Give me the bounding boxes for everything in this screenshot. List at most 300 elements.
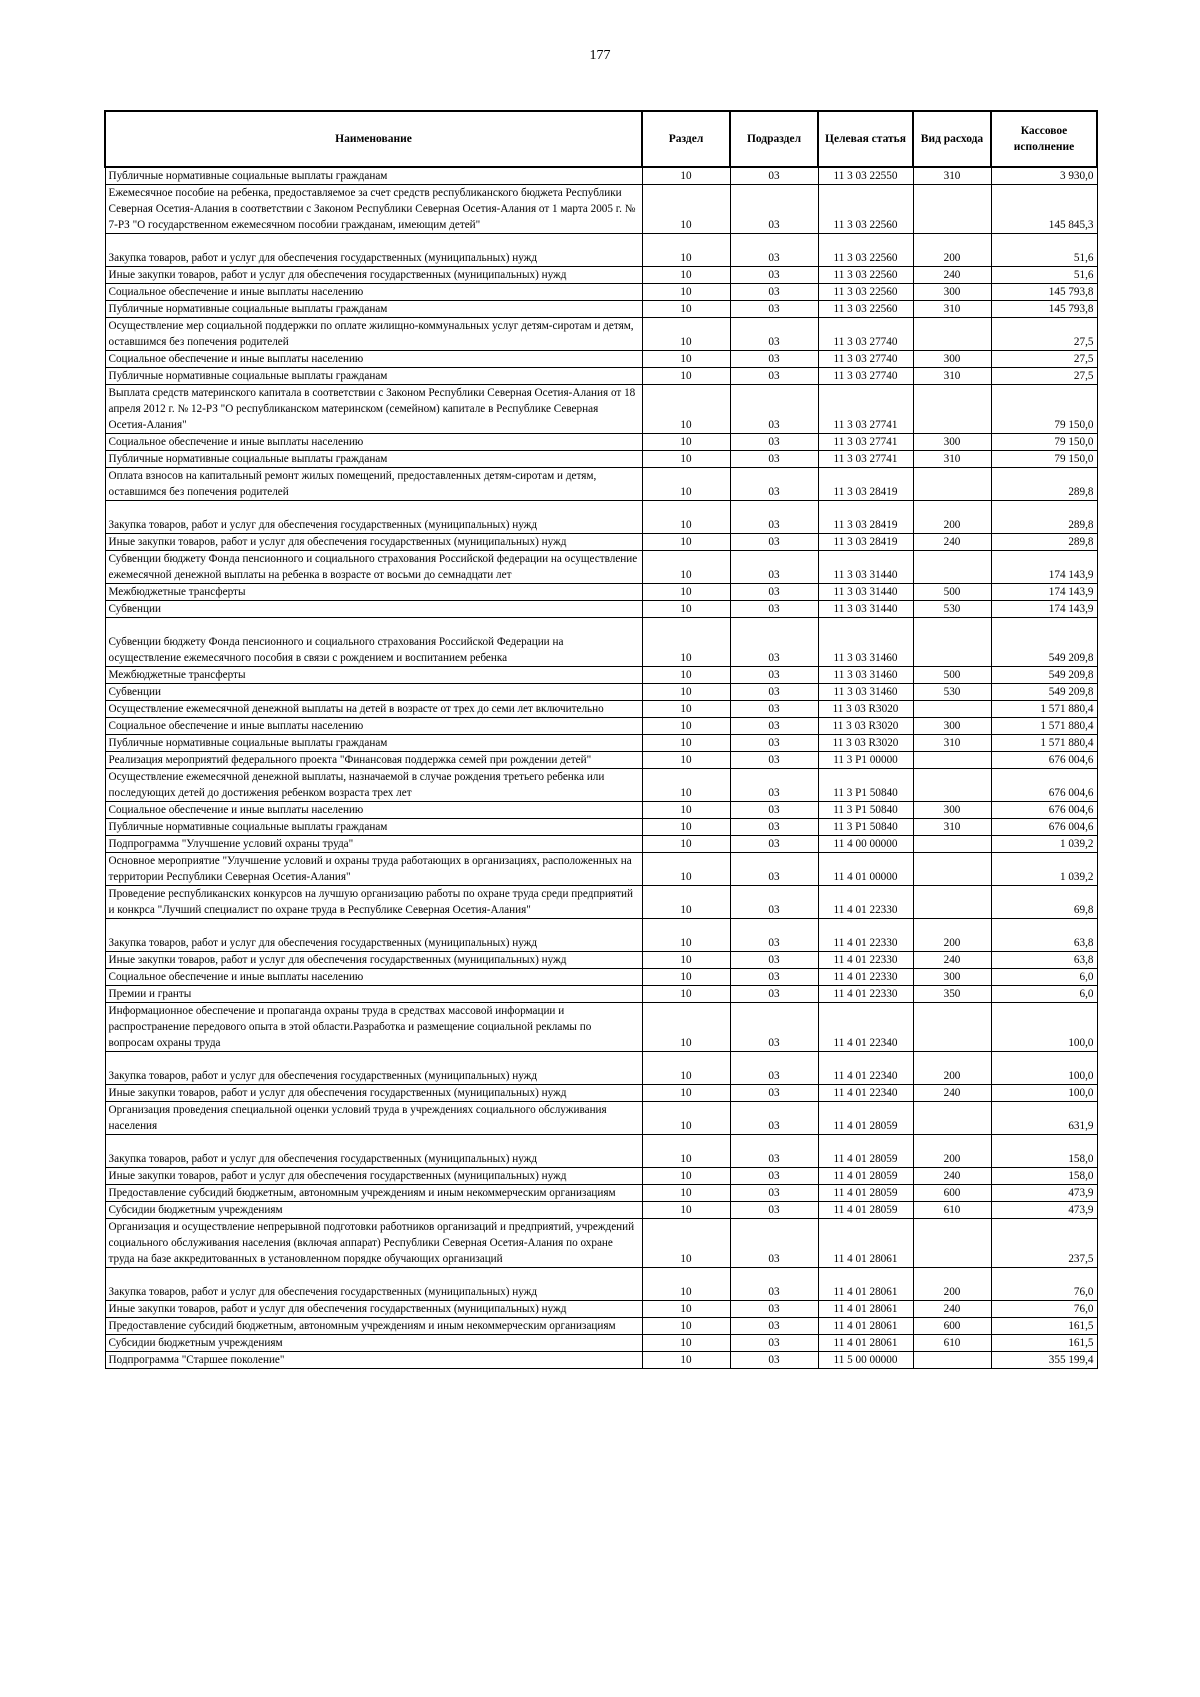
cell-target: 11 3 03 28419: [818, 534, 913, 551]
cell-type: 350: [913, 986, 991, 1003]
header-type: Вид расхода: [913, 111, 991, 167]
cell-subsection: 03: [730, 501, 818, 534]
cell-section: 10: [642, 267, 730, 284]
cell-amount: 63,8: [991, 919, 1097, 952]
cell-type: 240: [913, 534, 991, 551]
cell-type: 300: [913, 434, 991, 451]
cell-subsection: 03: [730, 1335, 818, 1352]
cell-name: Публичные нормативные социальные выплаты гражданам: [105, 167, 642, 185]
cell-type: [913, 385, 991, 434]
cell-target: 11 4 01 28059: [818, 1168, 913, 1185]
cell-amount: 161,5: [991, 1335, 1097, 1352]
cell-amount: 1 571 880,4: [991, 701, 1097, 718]
cell-subsection: 03: [730, 718, 818, 735]
cell-section: 10: [642, 318, 730, 351]
table-row: [105, 836, 1097, 853]
cell-type: 300: [913, 718, 991, 735]
cell-section: 10: [642, 301, 730, 318]
budget-table: [104, 110, 1098, 1369]
cell-name: Основное мероприятие "Улучшение условий и охраны труда работающих в организациях, расположенных на территории Республики Северная Осетия-Алания": [105, 853, 642, 886]
cell-amount: 289,8: [991, 501, 1097, 534]
cell-subsection: 03: [730, 318, 818, 351]
table-row: [105, 952, 1097, 969]
cell-subsection: 03: [730, 919, 818, 952]
cell-subsection: 03: [730, 752, 818, 769]
page-number: 177: [589, 48, 611, 63]
cell-target: 11 3 03 22560: [818, 234, 913, 267]
cell-name: Закупка товаров, работ и услуг для обеспечения государственных (муниципальных) нужд: [105, 1052, 642, 1085]
table-row: [105, 986, 1097, 1003]
cell-section: 10: [642, 1102, 730, 1135]
cell-type: 530: [913, 601, 991, 618]
cell-amount: 76,0: [991, 1268, 1097, 1301]
cell-amount: 27,5: [991, 318, 1097, 351]
cell-type: [913, 769, 991, 802]
cell-name: Публичные нормативные социальные выплаты гражданам: [105, 451, 642, 468]
cell-subsection: 03: [730, 1102, 818, 1135]
table-row: [105, 1335, 1097, 1352]
cell-target: 11 3 03 22550: [818, 167, 913, 185]
cell-amount: 145 845,3: [991, 185, 1097, 234]
cell-section: 10: [642, 284, 730, 301]
cell-section: 10: [642, 185, 730, 234]
cell-target: 11 3 03 27740: [818, 368, 913, 385]
cell-type: [913, 1003, 991, 1052]
cell-name: Предоставление субсидий бюджетным, автономным учреждениям и иным некоммерческим организациям: [105, 1185, 642, 1202]
cell-name: Осуществление ежемесячной денежной выплаты, назначаемой в случае рождения третьего ребенка или последующих детей до достижения ребенком возраста трех лет: [105, 769, 642, 802]
cell-type: 610: [913, 1202, 991, 1219]
cell-subsection: 03: [730, 234, 818, 267]
cell-subsection: 03: [730, 584, 818, 601]
table-row: [105, 1185, 1097, 1202]
cell-name: Социальное обеспечение и иные выплаты населению: [105, 434, 642, 451]
cell-section: 10: [642, 1052, 730, 1085]
cell-name: Публичные нормативные социальные выплаты гражданам: [105, 301, 642, 318]
cell-name: Социальное обеспечение и иные выплаты населению: [105, 802, 642, 819]
table-row: [105, 1301, 1097, 1318]
cell-type: 240: [913, 952, 991, 969]
table-row: [105, 451, 1097, 468]
cell-section: 10: [642, 919, 730, 952]
cell-target: 11 3 03 31460: [818, 684, 913, 701]
header-subsection: Подраздел: [730, 111, 818, 167]
cell-name: Иные закупки товаров, работ и услуг для обеспечения государственных (муниципальных) нужд: [105, 1168, 642, 1185]
cell-name: Межбюджетные трансферты: [105, 667, 642, 684]
cell-name: Публичные нормативные социальные выплаты гражданам: [105, 368, 642, 385]
cell-amount: 76,0: [991, 1301, 1097, 1318]
cell-target: 11 4 01 28061: [818, 1335, 913, 1352]
table-row: [105, 752, 1097, 769]
cell-subsection: 03: [730, 1352, 818, 1369]
cell-subsection: 03: [730, 701, 818, 718]
cell-target: 11 3 P1 50840: [818, 802, 913, 819]
cell-type: 300: [913, 351, 991, 368]
cell-amount: 6,0: [991, 969, 1097, 986]
cell-name: Информационное обеспечение и пропаганда охраны труда в средствах массовой информации и распространение передового опыта в этой области.Разработка и размещение социальной рекламы по вопросам охраны труда: [105, 1003, 642, 1052]
table-row: [105, 301, 1097, 318]
cell-target: 11 4 01 22340: [818, 1003, 913, 1052]
cell-name: Выплата средств материнского капитала в соответствии с Законом Республики Северная Осетия-Алания от 18 апреля 2012 г. № 12-РЗ "О республиканском материнском (семейном) капитале в Республике Северная Осетия-Алания": [105, 385, 642, 434]
cell-type: 300: [913, 284, 991, 301]
cell-type: 240: [913, 1301, 991, 1318]
cell-type: [913, 886, 991, 919]
cell-amount: 63,8: [991, 952, 1097, 969]
cell-target: 11 4 01 22330: [818, 886, 913, 919]
cell-target: 11 4 01 28059: [818, 1102, 913, 1135]
cell-amount: 79 150,0: [991, 451, 1097, 468]
cell-target: 11 3 03 27741: [818, 451, 913, 468]
table-row: [105, 769, 1097, 802]
table-header-row: [105, 111, 1097, 167]
cell-target: 11 4 01 22330: [818, 969, 913, 986]
cell-subsection: 03: [730, 853, 818, 886]
table-row: [105, 284, 1097, 301]
cell-amount: 100,0: [991, 1085, 1097, 1102]
cell-target: 11 3 03 31460: [818, 618, 913, 667]
cell-name: Закупка товаров, работ и услуг для обеспечения государственных (муниципальных) нужд: [105, 919, 642, 952]
cell-target: 11 3 03 22560: [818, 284, 913, 301]
cell-name: Закупка товаров, работ и услуг для обеспечения государственных (муниципальных) нужд: [105, 1135, 642, 1168]
cell-subsection: 03: [730, 886, 818, 919]
table-row: [105, 1102, 1097, 1135]
cell-name: Иные закупки товаров, работ и услуг для обеспечения государственных (муниципальных) нужд: [105, 267, 642, 284]
cell-amount: 100,0: [991, 1052, 1097, 1085]
cell-section: 10: [642, 501, 730, 534]
cell-target: 11 4 01 28059: [818, 1135, 913, 1168]
cell-section: 10: [642, 1318, 730, 1335]
table-row: [105, 684, 1097, 701]
cell-subsection: 03: [730, 1003, 818, 1052]
cell-amount: 1 571 880,4: [991, 735, 1097, 752]
cell-amount: 676 004,6: [991, 819, 1097, 836]
cell-section: 10: [642, 451, 730, 468]
cell-type: 500: [913, 667, 991, 684]
table-body: [105, 167, 1097, 1369]
cell-section: 10: [642, 819, 730, 836]
cell-section: 10: [642, 1268, 730, 1301]
cell-name: Осуществление мер социальной поддержки по оплате жилищно-коммунальных услуг детям-сиротам и детям, оставшимся без попечения родителей: [105, 318, 642, 351]
cell-name: Осуществление ежемесячной денежной выплаты на детей в возрасте от трех до семи лет включительно: [105, 701, 642, 718]
cell-type: 240: [913, 1085, 991, 1102]
cell-amount: 549 209,8: [991, 667, 1097, 684]
cell-type: 310: [913, 301, 991, 318]
table-row: [105, 185, 1097, 234]
cell-target: 11 3 P1 50840: [818, 819, 913, 836]
table-row: [105, 919, 1097, 952]
cell-type: [913, 1352, 991, 1369]
cell-name: Организация и осуществление непрерывной подготовки работников организаций и предприятий, учреждений социального обслуживания населения (включая аппарат) Республики Северная Осетия-Алания по охране труда на базе аккредитованных в установленном порядке обучающих организаций: [105, 1219, 642, 1268]
header-amount: Кассовое исполнение: [991, 111, 1097, 167]
cell-type: 530: [913, 684, 991, 701]
cell-type: 200: [913, 234, 991, 267]
cell-target: 11 3 03 31460: [818, 667, 913, 684]
cell-subsection: 03: [730, 1052, 818, 1085]
cell-subsection: 03: [730, 836, 818, 853]
cell-name: Проведение республиканских конкурсов на лучшую организацию работы по охране труда среди предприятий и конкрса "Лучший специалист по охране труда в Республике Северная Осетия-Алания": [105, 886, 642, 919]
cell-section: 10: [642, 752, 730, 769]
cell-subsection: 03: [730, 618, 818, 667]
cell-section: 10: [642, 234, 730, 267]
cell-name: Иные закупки товаров, работ и услуг для обеспечения государственных (муниципальных) нужд: [105, 1301, 642, 1318]
table-row: [105, 534, 1097, 551]
cell-amount: 161,5: [991, 1318, 1097, 1335]
cell-subsection: 03: [730, 167, 818, 185]
cell-subsection: 03: [730, 185, 818, 234]
cell-amount: 27,5: [991, 351, 1097, 368]
cell-section: 10: [642, 1168, 730, 1185]
table-row: [105, 167, 1097, 185]
cell-subsection: 03: [730, 769, 818, 802]
cell-type: [913, 318, 991, 351]
cell-target: 11 4 01 28059: [818, 1202, 913, 1219]
table-row: [105, 385, 1097, 434]
cell-target: 11 3 03 31440: [818, 584, 913, 601]
table-row: [105, 1202, 1097, 1219]
cell-section: 10: [642, 534, 730, 551]
cell-subsection: 03: [730, 301, 818, 318]
cell-amount: 145 793,8: [991, 301, 1097, 318]
cell-type: [913, 853, 991, 886]
cell-name: Субсидии бюджетным учреждениям: [105, 1335, 642, 1352]
cell-section: 10: [642, 969, 730, 986]
cell-section: 10: [642, 1085, 730, 1102]
header-name: Наименование: [105, 111, 642, 167]
cell-amount: 355 199,4: [991, 1352, 1097, 1369]
cell-target: 11 4 01 22340: [818, 1052, 913, 1085]
cell-name: Закупка товаров, работ и услуг для обеспечения государственных (муниципальных) нужд: [105, 234, 642, 267]
cell-type: [913, 468, 991, 501]
cell-subsection: 03: [730, 385, 818, 434]
cell-section: 10: [642, 1335, 730, 1352]
cell-amount: 51,6: [991, 267, 1097, 284]
cell-target: 11 3 P1 00000: [818, 752, 913, 769]
cell-section: 10: [642, 1135, 730, 1168]
cell-type: 200: [913, 919, 991, 952]
cell-amount: 145 793,8: [991, 284, 1097, 301]
table-row: [105, 802, 1097, 819]
cell-type: 600: [913, 1185, 991, 1202]
cell-name: Иные закупки товаров, работ и услуг для обеспечения государственных (муниципальных) нужд: [105, 1085, 642, 1102]
cell-subsection: 03: [730, 601, 818, 618]
cell-type: [913, 551, 991, 584]
table-row: [105, 701, 1097, 718]
cell-section: 10: [642, 802, 730, 819]
table-row: [105, 735, 1097, 752]
cell-subsection: 03: [730, 819, 818, 836]
cell-subsection: 03: [730, 351, 818, 368]
cell-amount: 79 150,0: [991, 434, 1097, 451]
table-row: [105, 434, 1097, 451]
cell-amount: 158,0: [991, 1135, 1097, 1168]
cell-type: 310: [913, 368, 991, 385]
cell-section: 10: [642, 434, 730, 451]
cell-amount: 6,0: [991, 986, 1097, 1003]
table-row: [105, 501, 1097, 534]
cell-type: [913, 752, 991, 769]
table-row: [105, 584, 1097, 601]
cell-name: Субвенции: [105, 601, 642, 618]
cell-amount: 1 039,2: [991, 853, 1097, 886]
cell-type: 300: [913, 802, 991, 819]
cell-subsection: 03: [730, 1318, 818, 1335]
cell-subsection: 03: [730, 1185, 818, 1202]
cell-amount: 676 004,6: [991, 802, 1097, 819]
cell-subsection: 03: [730, 1268, 818, 1301]
cell-target: 11 3 P1 50840: [818, 769, 913, 802]
cell-name: Премии и гранты: [105, 986, 642, 1003]
cell-target: 11 4 01 22340: [818, 1085, 913, 1102]
cell-name: Иные закупки товаров, работ и услуг для обеспечения государственных (муниципальных) нужд: [105, 534, 642, 551]
table-row: [105, 267, 1097, 284]
cell-subsection: 03: [730, 1135, 818, 1168]
cell-amount: 3 930,0: [991, 167, 1097, 185]
cell-target: 11 4 01 22330: [818, 986, 913, 1003]
cell-target: 11 4 01 22330: [818, 919, 913, 952]
cell-name: Подпрограмма "Улучшение условий охраны труда": [105, 836, 642, 853]
cell-section: 10: [642, 618, 730, 667]
cell-type: 240: [913, 1168, 991, 1185]
cell-amount: 69,8: [991, 886, 1097, 919]
table-row: [105, 667, 1097, 684]
cell-section: 10: [642, 1219, 730, 1268]
cell-section: 10: [642, 351, 730, 368]
cell-section: 10: [642, 1301, 730, 1318]
table-row: [105, 1085, 1097, 1102]
cell-amount: 1 571 880,4: [991, 718, 1097, 735]
cell-name: Социальное обеспечение и иные выплаты населению: [105, 969, 642, 986]
table-row: [105, 618, 1097, 667]
cell-subsection: 03: [730, 434, 818, 451]
cell-type: 200: [913, 1268, 991, 1301]
table-row: [105, 1168, 1097, 1185]
cell-amount: 473,9: [991, 1185, 1097, 1202]
cell-type: [913, 836, 991, 853]
cell-section: 10: [642, 601, 730, 618]
cell-section: 10: [642, 167, 730, 185]
cell-section: 10: [642, 886, 730, 919]
cell-target: 11 4 01 00000: [818, 853, 913, 886]
cell-name: Ежемесячное пособие на ребенка, предоставляемое за счет средств республиканского бюджета Республики Северная Осетия-Алания в соответствии с Законом Республики Северная Осетия-Алания от 1 марта 2005 г. № 7-РЗ "О государственном ежемесячном пособии гражданам, имеющим детей": [105, 185, 642, 234]
table-row: [105, 1052, 1097, 1085]
cell-amount: 237,5: [991, 1219, 1097, 1268]
cell-section: 10: [642, 1003, 730, 1052]
cell-amount: 1 039,2: [991, 836, 1097, 853]
table-row: [105, 318, 1097, 351]
cell-subsection: 03: [730, 735, 818, 752]
cell-type: 600: [913, 1318, 991, 1335]
cell-target: 11 4 01 28061: [818, 1318, 913, 1335]
cell-type: 200: [913, 501, 991, 534]
table-row: [105, 853, 1097, 886]
cell-target: 11 3 03 28419: [818, 501, 913, 534]
cell-subsection: 03: [730, 534, 818, 551]
cell-target: 11 3 03 R3020: [818, 701, 913, 718]
cell-type: 310: [913, 451, 991, 468]
cell-section: 10: [642, 718, 730, 735]
cell-subsection: 03: [730, 986, 818, 1003]
cell-section: 10: [642, 385, 730, 434]
table-row: [105, 551, 1097, 584]
cell-subsection: 03: [730, 1168, 818, 1185]
cell-subsection: 03: [730, 267, 818, 284]
cell-section: 10: [642, 701, 730, 718]
table-row: [105, 368, 1097, 385]
table-row: [105, 969, 1097, 986]
cell-amount: 174 143,9: [991, 601, 1097, 618]
table-row: [105, 886, 1097, 919]
cell-section: 10: [642, 769, 730, 802]
cell-amount: 289,8: [991, 468, 1097, 501]
cell-section: 10: [642, 853, 730, 886]
cell-name: Иные закупки товаров, работ и услуг для обеспечения государственных (муниципальных) нужд: [105, 952, 642, 969]
table-row: [105, 819, 1097, 836]
table-row: [105, 1352, 1097, 1369]
cell-section: 10: [642, 836, 730, 853]
table-row: [105, 1135, 1097, 1168]
table-row: [105, 351, 1097, 368]
table-row: [105, 1219, 1097, 1268]
cell-subsection: 03: [730, 667, 818, 684]
cell-target: 11 3 03 22560: [818, 185, 913, 234]
cell-target: 11 4 00 00000: [818, 836, 913, 853]
cell-name: Публичные нормативные социальные выплаты гражданам: [105, 819, 642, 836]
cell-name: Субсидии бюджетным учреждениям: [105, 1202, 642, 1219]
cell-subsection: 03: [730, 451, 818, 468]
table-row: [105, 1268, 1097, 1301]
cell-amount: 289,8: [991, 534, 1097, 551]
table-row: [105, 601, 1097, 618]
cell-subsection: 03: [730, 1085, 818, 1102]
cell-type: [913, 1219, 991, 1268]
cell-target: 11 3 03 31440: [818, 551, 913, 584]
cell-subsection: 03: [730, 1202, 818, 1219]
cell-section: 10: [642, 1202, 730, 1219]
cell-name: Закупка товаров, работ и услуг для обеспечения государственных (муниципальных) нужд: [105, 501, 642, 534]
cell-amount: 79 150,0: [991, 385, 1097, 434]
cell-subsection: 03: [730, 368, 818, 385]
cell-section: 10: [642, 684, 730, 701]
cell-type: [913, 701, 991, 718]
cell-name: Социальное обеспечение и иные выплаты населению: [105, 351, 642, 368]
cell-name: Социальное обеспечение и иные выплаты населению: [105, 284, 642, 301]
cell-section: 10: [642, 1185, 730, 1202]
cell-name: Субвенции бюджету Фонда пенсионного и социального страхования Российской федерации на осуществление ежемесячной денежной выплаты на ребенка в возрасте от восьми до семнадцати лет: [105, 551, 642, 584]
cell-target: 11 3 03 28419: [818, 468, 913, 501]
cell-target: 11 4 01 28061: [818, 1301, 913, 1318]
cell-section: 10: [642, 952, 730, 969]
cell-subsection: 03: [730, 952, 818, 969]
cell-subsection: 03: [730, 1301, 818, 1318]
cell-subsection: 03: [730, 284, 818, 301]
cell-amount: 549 209,8: [991, 684, 1097, 701]
cell-target: 11 3 03 22560: [818, 267, 913, 284]
cell-section: 10: [642, 551, 730, 584]
cell-section: 10: [642, 1352, 730, 1369]
cell-target: 11 3 03 31440: [818, 601, 913, 618]
cell-subsection: 03: [730, 551, 818, 584]
cell-target: 11 4 01 22330: [818, 952, 913, 969]
cell-subsection: 03: [730, 969, 818, 986]
cell-name: Субвенции: [105, 684, 642, 701]
cell-amount: 676 004,6: [991, 752, 1097, 769]
cell-target: 11 3 03 22560: [818, 301, 913, 318]
cell-type: [913, 185, 991, 234]
cell-type: [913, 1102, 991, 1135]
cell-subsection: 03: [730, 468, 818, 501]
cell-name: Межбюджетные трансферты: [105, 584, 642, 601]
cell-type: 500: [913, 584, 991, 601]
cell-section: 10: [642, 667, 730, 684]
